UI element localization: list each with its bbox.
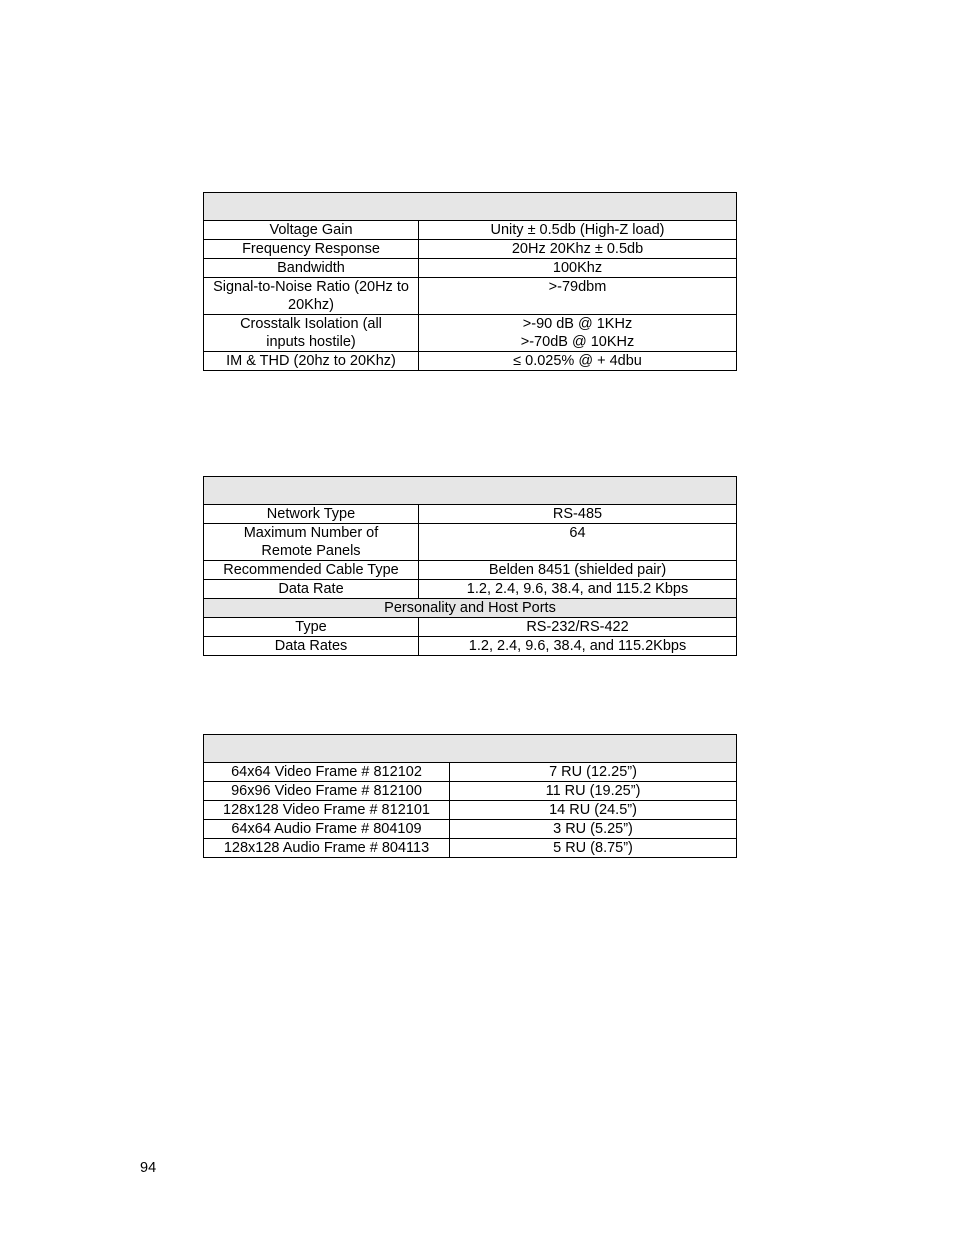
table-row — [204, 618, 737, 637]
frame-size: 14 RU (24.5”) — [450, 801, 737, 820]
table-header-row — [204, 477, 737, 505]
spec-label: Network Type — [204, 505, 419, 524]
spec-label: IM & THD (20hz to 20Khz) — [204, 352, 419, 371]
table-row — [204, 839, 737, 858]
frame-label: 128x128 Audio Frame # 804113 — [204, 839, 450, 858]
spec-label: Signal-to-Noise Ratio (20Hz to 20Khz) — [204, 278, 419, 315]
spec-label: Data Rate — [204, 580, 419, 599]
frame-sizes-table — [203, 734, 737, 858]
spec-label: Crosstalk Isolation (all inputs hostile) — [204, 315, 419, 352]
spec-value: RS-485 — [419, 505, 737, 524]
table-header-row — [204, 193, 737, 221]
table-header-row — [204, 735, 737, 763]
table-row — [204, 259, 737, 278]
table-row — [204, 524, 737, 561]
table-row — [204, 580, 737, 599]
table-row — [204, 561, 737, 580]
spec-label: Voltage Gain — [204, 221, 419, 240]
table-row — [204, 278, 737, 315]
table-row — [204, 221, 737, 240]
spec-label: Type — [204, 618, 419, 637]
spec-value: ≤ 0.025% @ + 4dbu — [419, 352, 737, 371]
frame-size: 7 RU (12.25”) — [450, 763, 737, 782]
frame-label: 64x64 Video Frame # 812102 — [204, 763, 450, 782]
spec-value: 100Khz — [419, 259, 737, 278]
spec-value: 20Hz 20Khz ± 0.5db — [419, 240, 737, 259]
table-row — [204, 505, 737, 524]
frame-size: 3 RU (5.25”) — [450, 820, 737, 839]
table-header-cell — [204, 193, 737, 221]
table-row — [204, 820, 737, 839]
page-number: 94 — [140, 1160, 157, 1176]
spec-value: 64 — [419, 524, 737, 561]
spec-value: RS-232/RS-422 — [419, 618, 737, 637]
frame-size: 5 RU (8.75”) — [450, 839, 737, 858]
spec-value: >-90 dB @ 1KHz >-70dB @ 10KHz — [419, 315, 737, 352]
table-row — [204, 763, 737, 782]
spec-value: 1.2, 2.4, 9.6, 38.4, and 115.2 Kbps — [419, 580, 737, 599]
spec-label: Frequency Response — [204, 240, 419, 259]
table-row — [204, 801, 737, 820]
spec-value: 1.2, 2.4, 9.6, 38.4, and 115.2Kbps — [419, 637, 737, 656]
table-row — [204, 315, 737, 352]
spec-label: Maximum Number of Remote Panels — [204, 524, 419, 561]
table-row — [204, 782, 737, 801]
spec-label: Bandwidth — [204, 259, 419, 278]
spec-label: Data Rates — [204, 637, 419, 656]
spec-value: >-79dbm — [419, 278, 737, 315]
frame-size: 11 RU (19.25”) — [450, 782, 737, 801]
spec-label: Recommended Cable Type — [204, 561, 419, 580]
frame-label: 96x96 Video Frame # 812100 — [204, 782, 450, 801]
table-subheader: Personality and Host Ports — [204, 599, 737, 618]
table-row — [204, 637, 737, 656]
table-row — [204, 240, 737, 259]
spec-value: Unity ± 0.5db (High-Z load) — [419, 221, 737, 240]
table-header-cell — [204, 477, 737, 505]
control-specs-table — [203, 476, 737, 656]
table-row — [204, 352, 737, 371]
table-header-cell — [204, 735, 737, 763]
frame-label: 128x128 Video Frame # 812101 — [204, 801, 450, 820]
spec-value: Belden 8451 (shielded pair) — [419, 561, 737, 580]
frame-label: 64x64 Audio Frame # 804109 — [204, 820, 450, 839]
table-subheader-row — [204, 599, 737, 618]
audio-specs-table — [203, 192, 737, 371]
